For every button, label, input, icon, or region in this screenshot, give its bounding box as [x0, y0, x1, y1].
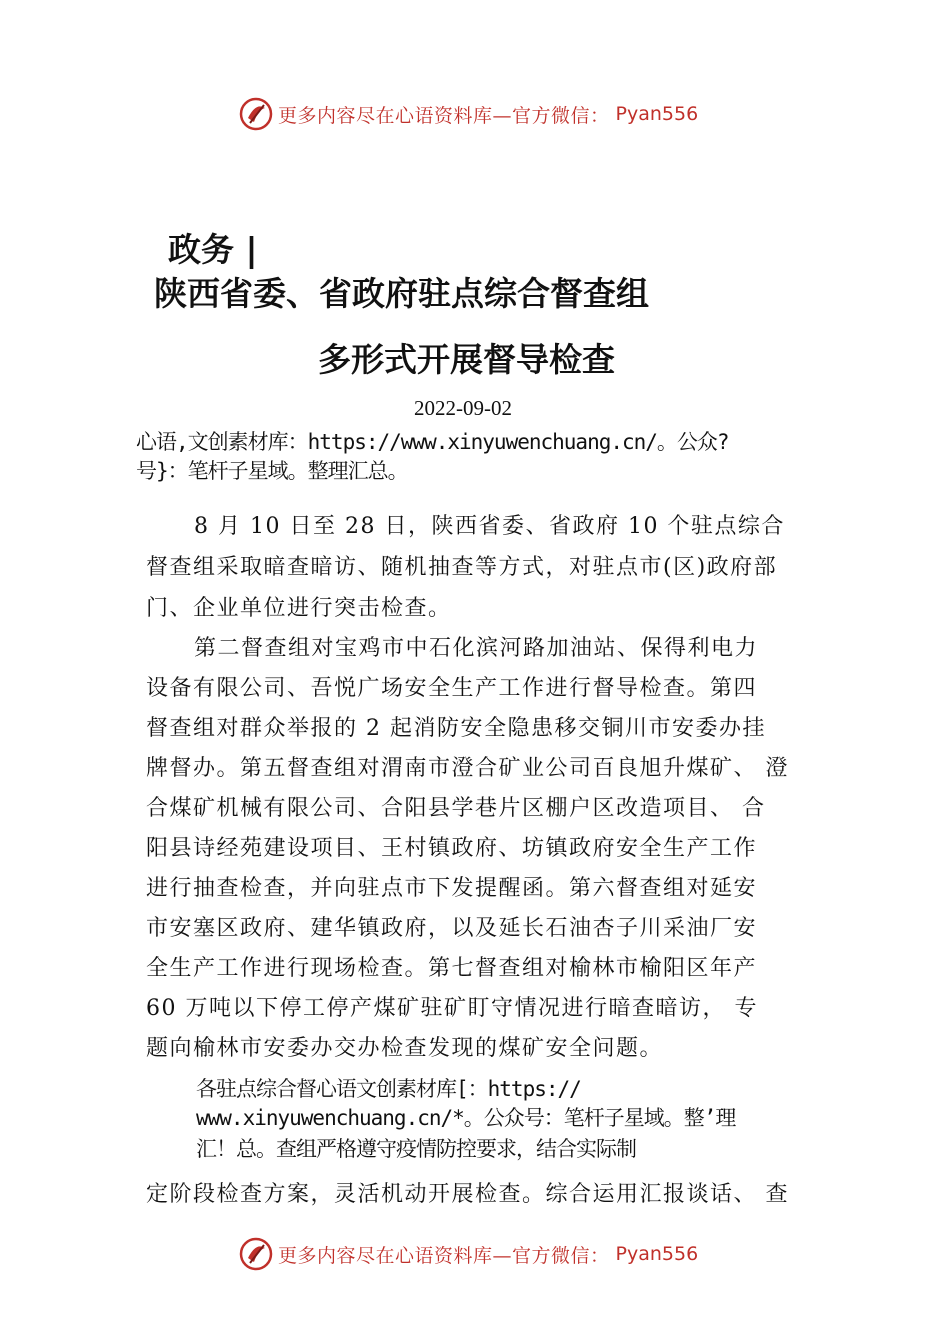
logo-icon [238, 96, 274, 132]
paragraph-1-line: 督查组采取暗查暗访、随机抽查等方式，对驻点市(区)政府部 [146, 555, 778, 580]
paragraph-1-line: 门、企业单位进行突击检查。 [146, 596, 452, 621]
paragraph-3-line: 汇！总。查组严格遵守疫情防控要求，结合实际制 [196, 1137, 636, 1161]
paragraph-2-line: 督查组对群众举报的 2 起消防安全隐患移交铜川市安委办挂 [146, 716, 766, 741]
paragraph-2-line: 进行抽查检查，并向驻点市下发提醒函。第六督查组对延安 [146, 876, 758, 901]
paragraph-2-line: 市安塞区政府、建华镇政府，以及延长石油杏子川采油厂安 [146, 916, 758, 941]
banner-text: 更多内容尽在心语资料库—官方微信： [278, 1244, 610, 1267]
source-line-1: 心语,文创素材库：https://www.xinyuwenchuang.cn/。公众? [136, 430, 729, 454]
paragraph-1-line: 8 月 10 日至 28 日，陕西省委、省政府 10 个驻点综合 [194, 514, 785, 539]
footer-watermark [238, 1234, 698, 1274]
header-watermark [238, 94, 698, 134]
banner-wechat-id: Pyan556 [615, 103, 699, 125]
paragraph-2-line: 全生产工作进行现场检查。第七督查组对榆林市榆阳区年产 [146, 956, 758, 981]
page-title: 陕西省委、省政府驻点综合督查组 [154, 274, 649, 313]
source-line-2: 号}：笔杆子星域。整理汇总。 [136, 459, 408, 483]
banner-wechat-id: Pyan556 [615, 1243, 699, 1265]
publish-date: 2022-09-02 [414, 396, 512, 420]
paragraph-2-line: 第二督查组对宝鸡市中石化滨河路加油站、保得利电力 [194, 636, 759, 661]
paragraph-3-line: 各驻点综合督心语文创素材库[：https:// [196, 1077, 581, 1101]
paragraph-3-line: www.xinyuwenchuang.cn/*。公众号：笔杆子星域。整’理 [196, 1106, 736, 1130]
paragraph-2-line: 设备有限公司、吾悦广场安全生产工作进行督导检查。第四 [146, 676, 758, 701]
paragraph-3-line: 定阶段检查方案，灵活机动开展检查。综合运用汇报谈话、 查 [146, 1182, 789, 1207]
paragraph-2-line: 合煤矿机械有限公司、合阳县学巷片区棚户区改造项目、 合 [146, 796, 766, 821]
logo-icon [238, 1236, 274, 1272]
paragraph-2-line: 牌督办。第五督查组对渭南市澄合矿业公司百良旭升煤矿、 澄 [146, 756, 789, 781]
paragraph-2-line: 题向榆林市安委办交办检查发现的煤矿安全问题。 [146, 1036, 664, 1061]
title-category: 政务 | [168, 230, 258, 269]
banner-text: 更多内容尽在心语资料库—官方微信： [278, 104, 610, 127]
paragraph-2-line: 60 万吨以下停工停产煤矿驻矿盯守情况进行暗查暗访， 专 [146, 996, 758, 1021]
page-subtitle: 多形式开展督导检查 [318, 340, 615, 379]
paragraph-2-line: 阳县诗经苑建设项目、王村镇政府、坊镇政府安全生产工作 [146, 836, 758, 861]
